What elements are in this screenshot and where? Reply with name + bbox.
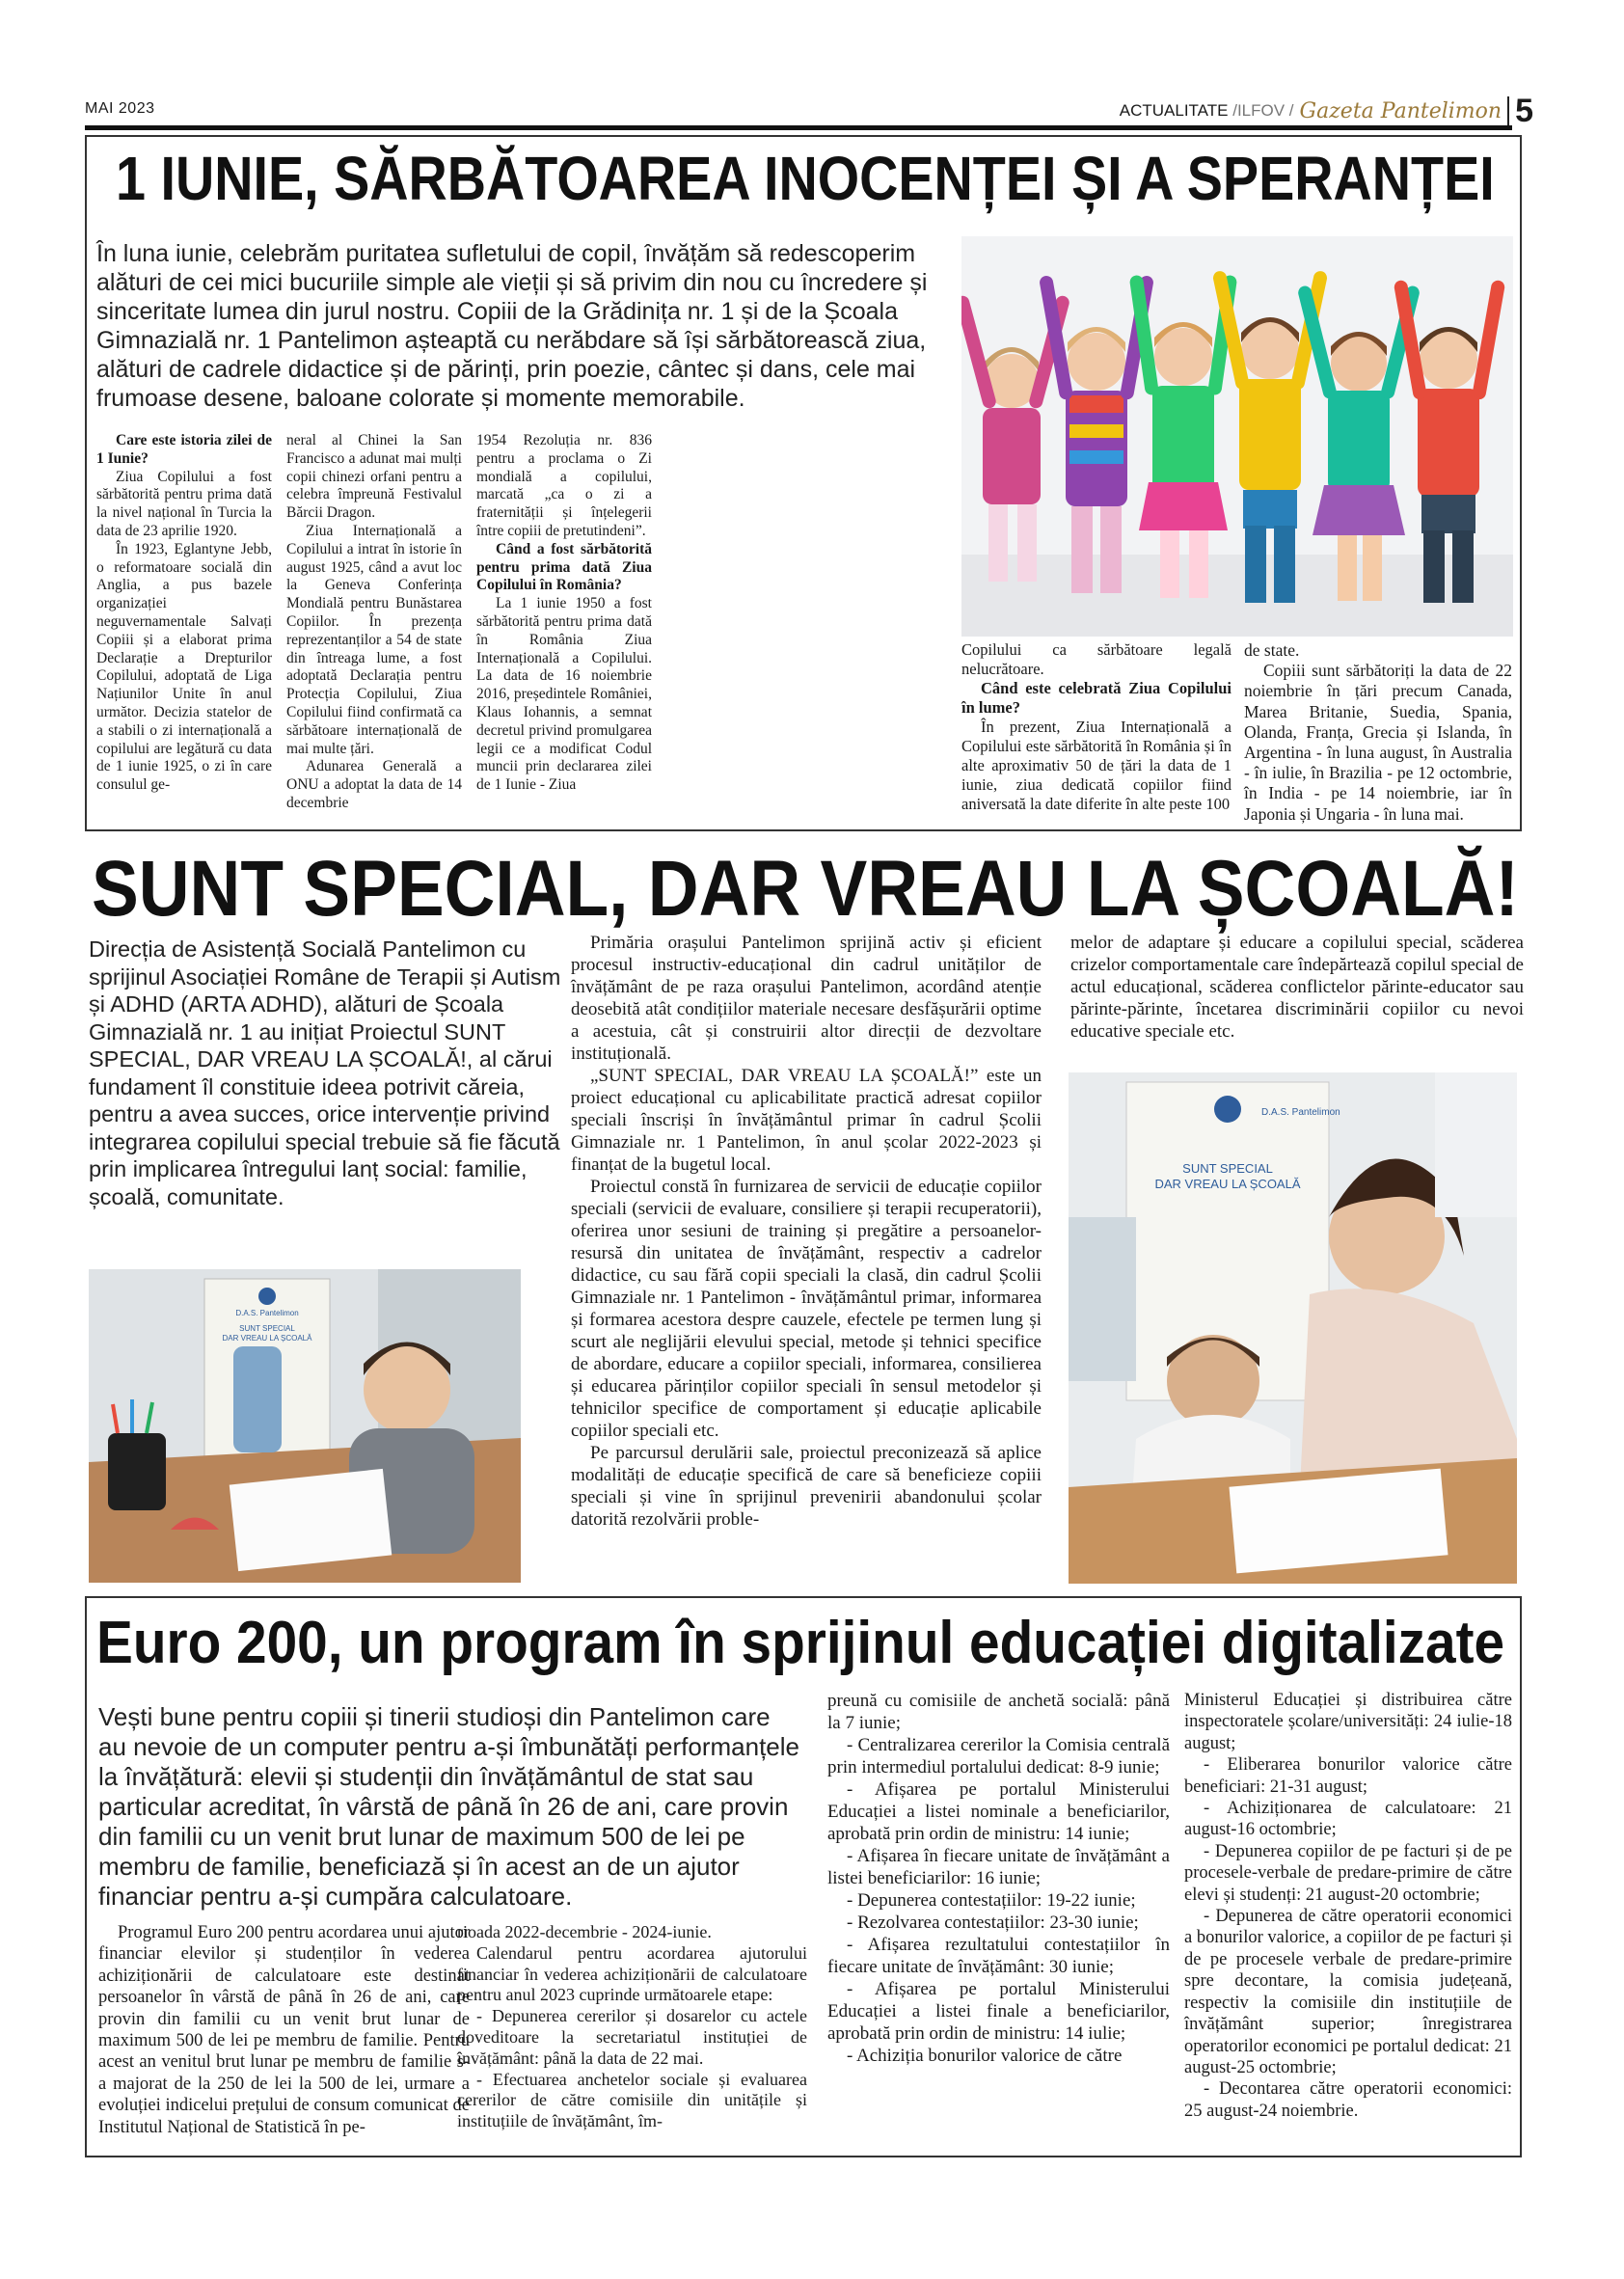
- paragraph: - Achiziția bonurilor valorice de către: [847, 2046, 1123, 2066]
- article-2-title: SUNT SPECIAL, DAR VREAU LA ȘCOALĂ!: [92, 845, 1519, 933]
- paragraph: - Rezolvarea contestațiilor: 23-30 iunie;: [847, 1913, 1139, 1933]
- banner-line2-text-2: DAR VREAU LA ȘCOALĂ: [1154, 1177, 1301, 1191]
- banner-line1-text-1: SUNT SPECIAL: [239, 1324, 295, 1333]
- article-1-column-2: [286, 432, 462, 813]
- issue-date: MAI 2023: [85, 100, 155, 117]
- newspaper-brand: Gazeta Pantelimon: [1299, 98, 1502, 123]
- paragraph: melor de adaptare și educare a copilului special, scăderea crizelor comportamentale care îndepărtează copilul special de actul educațional, scăderea conflictelor părinte-educator sau părinte-părinte, încetarea discriminării copiilor cu nevoi educative speciale etc.: [1070, 933, 1524, 1042]
- paragraph: Proiectul constă în furnizarea de servicii de educație copiilor speciali (servicii de evaluare, consiliere și terapii recuperatorii), oferirea unor sesiuni de training și pregătire a persoanelor-resursă din unitatea de învățământ, respectiv a cadrelor didactice, cu sau fără copii speciali la clasă, din cadrul Școlii Gimnaziale nr. 1 Pantelimon - învățământul primar, informarea și formarea acestora despre cauzele, efectele pe termen lung și scurt ale neglijării elevului special, metode și tehnici specifice de abordare, educare a copiilor speciali, informarea, consilierea și educarea părinților copiilor speciali în sensul metodelor și tehnicilor specifice de comportament și educație aplicabile copiilor speciali etc.: [571, 1177, 1042, 1441]
- article-2-lead: Direcția de Asistență Socială Pantelimon cu sprijinul Asociației Române de Terapii și Autism și ADHD (ARTA ADHD), alături de Școala Gimnazială nr. 1 au inițiat Proiectul SUNT SPECIAL, DAR VREAU LA ȘCOALĂ!, al cărui fundament îl constituie ideea potrivit căreia, pentru a avea succes, orice intervenție privind integrarea copilului special trebuie să fie făcută prin implicarea întregului lanț social: familie, școală, comunitate.: [89, 936, 561, 1209]
- article-1-column-5: [1244, 640, 1512, 825]
- article-2-box: [85, 836, 1522, 1592]
- article-3-column-3: [827, 1690, 1170, 2067]
- paragraph: Primăria orașului Pantelimon sprijină activ și eficient procesul instructiv-educațional din cadrul unităților de învățământ de pe raza orașului Pantelimon, acordând atenție deosebită atât condițiilor materiale necesare desfășurării optime a acestuia, cât și construirii altor direcții de dezvoltare instituțională.: [571, 933, 1042, 1064]
- article-3-title: Euro 200, un program în sprijinul educației digitalizate: [96, 1610, 1505, 1676]
- article-1-photo-children: [961, 236, 1513, 637]
- paragraph: neral al Chinei la San Francisco a adunat mai mulți copii chinezi orfani pentru a celebra împreună Festivalul Bărcii Dragon.: [286, 432, 462, 522]
- article-3-column-4: [1184, 1690, 1512, 2122]
- paragraph: Programul Euro 200 pentru acordarea unui ajutor financiar elevilor și studenților în vederea achiziționării de calculatoare este destinat persoanelor în vârstă de până în 26 de ani, care provin din familii cu un venit brut lunar de maximum 500 de lei pe membru de familie. Pentru acest an venitul brut lunar pe membru de familie s-a majorat de la 250 de lei la 500 de lei, urmare a evoluției indicelui prețului de consum comunicat de Institutul Național de Statistică în pe-: [98, 1923, 470, 2137]
- paragraph: La 1 iunie 1950 a fost sărbătorită pentru prima dată în România Ziua Internațională a Copilului. La data de 16 noiembrie 2016, președintele României, Klaus Iohannis, a semnat decretul privind promulgarea legii ce a modificat Codul muncii prin declararea zilei de 1 Iunie - Ziua: [476, 595, 652, 794]
- paragraph: 1954 Rezoluția nr. 836 pentru a proclama o Zi mondială a copilului, marcată „ca o zi a fraternității și înțelegerii între copiii de pretutindeni”.: [476, 432, 652, 539]
- header-rule: [85, 125, 1512, 130]
- paragraph: - Depunerea cererilor și dosarelor cu actele doveditoare la secretariatul instituției de învățământ: până la data de 22 mai.: [457, 2006, 807, 2068]
- section-name: ACTUALITATE: [1119, 101, 1229, 120]
- children-raising-hands-image: [961, 236, 1513, 637]
- header-right: [1119, 93, 1533, 129]
- article-1-column-1: [96, 432, 272, 795]
- paragraph: - Decontarea către operatorii economici: 25 august-24 noiembrie.: [1184, 2079, 1512, 2121]
- paragraph: - Depunerea de către operatorii economici a bonurilor valorice, a copiilor de pe facturi și de pe procesele verbale de predare-primire spre decontare, la comisia județeană, respectiv la comisiile din instituțiile de învățământ superior; înregistrarea operatorilor economici pe portalul dedicat: 21 august-25 octombrie;: [1184, 1907, 1512, 2077]
- page-number: 5: [1507, 96, 1533, 125]
- article-1-column-3: [476, 432, 652, 795]
- paragraph: Ziua Internațională a Copilului a intrat în istorie în august 1925, când a avut loc la Geneva Conferința Mondială pentru Bunăstarea Copiilor. În prezența reprezentanților a 54 de state din întreaga lume, a fost adoptată Declarația pentru Protecția Copilului, Ziua Copilului fiind confirmată ca sărbătoare internațională de mai multe țări.: [286, 522, 462, 757]
- paragraph: - Depunerea contestațiilor: 19-22 iunie;: [847, 1890, 1136, 1911]
- article-3-lead: Vești bune pentru copiii și tinerii studioși din Pantelimon care au nevoie de un computer pentru a-și îmbunătăți performanțele la învățătură: elevii și studenții din învățământul de stat sau particular acreditat, în vârstă de până în 26 de ani, care provin din familii cu un venit brut lunar de maximum 500 de lei pe membru de familie, beneficiază și în acest an de un ajutor financiar pentru a-și cumpăra calculatoare.: [98, 1702, 799, 1911]
- paragraph: - Afișarea rezultatului contestațiilor în fiecare unitate de învățământ: 30 iunie;: [827, 1935, 1170, 1977]
- section-label: [1120, 101, 1294, 121]
- paragraph: Ministerul Educației și distribuirea către inspectoratele școlare/universități: 24 iulie-18 august;: [1184, 1691, 1512, 1753]
- paragraph: Ziua Copilului a fost sărbătorită pentru prima dată la nivel național în Turcia la data de 23 aprilie 1920.: [96, 468, 272, 539]
- paragraph: „SUNT SPECIAL, DAR VREAU LA ȘCOALĂ!” este un proiect educațional cu aplicabilitate practică adresat copiilor speciali înscriși în învățământul primar în cadrul Școlii Gimnaziale nr. 1 Pantelimon, în anul școlar 2022-2023 și finanțat de la bugetul local.: [571, 1066, 1042, 1175]
- page-header: [85, 93, 1533, 129]
- paragraph: În prezent, Ziua Internațională a Copilului este sărbătorită în România și în alte aproximativ 50 de țări la data de 1 iunie, ziua dedicată copiilor fiind aniversată la date diferite în alte peste 100: [961, 718, 1232, 813]
- banner-org-text-2: D.A.S. Pantelimon: [1261, 1107, 1340, 1118]
- article-1-column-4: [961, 640, 1232, 814]
- paragraph: - Afișarea pe portalul Ministerului Educației a listei finale a beneficiarilor, aprobată prin ordin de ministru: 14 iulie;: [827, 1979, 1170, 2044]
- article-1-title: 1 IUNIE, SĂRBĂTOAREA INOCENȚEI ȘI A SPERANȚEI: [116, 144, 1495, 213]
- paragraph: Care este istoria zilei de 1 Iunie?: [96, 432, 272, 467]
- banner-org-text-1: D.A.S. Pantelimon: [235, 1309, 299, 1317]
- paragraph: - Efectuarea anchetelor sociale și evaluarea cererilor de către comisiile din unitățile și instituțiile de învățământ, îm-: [457, 2069, 807, 2131]
- paragraph: - Eliberarea bonurilor valorice către beneficiari: 21-31 august;: [1184, 1755, 1512, 1797]
- banner-line2-text-1: DAR VREAU LA ȘCOALĂ: [222, 1334, 312, 1343]
- paragraph: de state.: [1244, 640, 1300, 660]
- paragraph: Când a fost sărbătorită pentru prima dată Ziua Copilului în România?: [476, 540, 652, 594]
- paragraph: - Depunerea copiilor de pe facturi și de pe procesele-verbale de predare-primire de către elevi și studenți: 21 august-20 octombrie;: [1184, 1841, 1512, 1905]
- article-1-lead: În luna iunie, celebrăm puritatea sufletului de copil, învățăm să redescoperim alături de cei mici bucuriile simple ale vieții și să privim din nou cu încredere și sinceritate lumea din jurul nostru. Copiii de la Grădinița nr. 1 și de la Școala Gimnazială nr. 1 Pantelimon așteaptă cu nerăbdare să își sărbătorească ziua, alături de cadrele didactice și de părinți, prin poezie, cântec și dans, cele mai frumoase desene, baloane colorate și momente memorabile.: [96, 240, 928, 412]
- paragraph: rioada 2022-decembrie - 2024-iunie.: [457, 1922, 712, 1941]
- article-3-column-1: [98, 1922, 470, 2138]
- paragraph: Pe parcursul derulării sale, proiectul preconizează să aplice modalități de educație specifică de care să beneficieze copiii speciali și vine în sprijinul prevenirii abandonului școlar datorită rezolvării proble-: [571, 1443, 1042, 1530]
- article-3-column-2: [457, 1922, 807, 2132]
- paragraph: Copiii sunt sărbătoriți la data de 22 noiembrie în țări precum Canada, Marea Britanie, Suedia, Spania, Olanda, Franța, Grecia și Islanda, în Argentina - în luna august, în Australia - în iulie, în Brazilia - pe 12 octombrie, în India - pe 14 noiembrie, iar în Japonia și Ungaria - în luna mai.: [1244, 661, 1512, 824]
- paragraph: Calendarul pentru acordarea ajutorului financiar în vederea achiziționării de calculatoare pentru anul 2023 cuprinde următoarele etape:: [457, 1942, 807, 2005]
- paragraph: Când este celebrată Ziua Copilului în lume?: [961, 679, 1232, 717]
- banner-line1-text-2: SUNT SPECIAL: [1182, 1161, 1273, 1176]
- paragraph: Adunarea Generală a ONU a adoptat la data de 14 decembrie: [286, 758, 462, 811]
- paragraph: În 1923, Eglantyne Jebb, o reformatoare socială din Anglia, a pus bazele organizației neguvernamentale Salvați Copiii și a elaborat prima Declarație a Drepturilor Copilului, adoptată de Liga Națiunilor Unite în anul următor. Decizia statelor de a stabili o zi internațională a copilului are legătură cu data de 1 iunie 1925, o zi în care consulul ge-: [96, 540, 272, 794]
- paragraph: - Afișarea pe portalul Ministerului Educației a listei nominale a beneficiarilor, aprobată prin ordin de ministru: 14 iunie;: [827, 1779, 1170, 1844]
- section-region: /ILFOV /: [1232, 101, 1294, 120]
- paragraph: - Afișarea în fiecare unitate de învățământ a listei beneficiarilor: 16 iunie;: [827, 1846, 1170, 1888]
- paragraph: - Centralizarea cererilor la Comisia centrală prin intermediul portalului dedicat: 8-9 iunie;: [827, 1735, 1170, 1777]
- paragraph: Copilului ca sărbătoare legală nelucrătoare.: [961, 640, 1232, 678]
- paragraph: - Achiziționarea de calculatoare: 21 august-16 octombrie;: [1184, 1799, 1512, 1840]
- paragraph: preună cu comisiile de anchetă socială: până la 7 iunie;: [827, 1691, 1170, 1733]
